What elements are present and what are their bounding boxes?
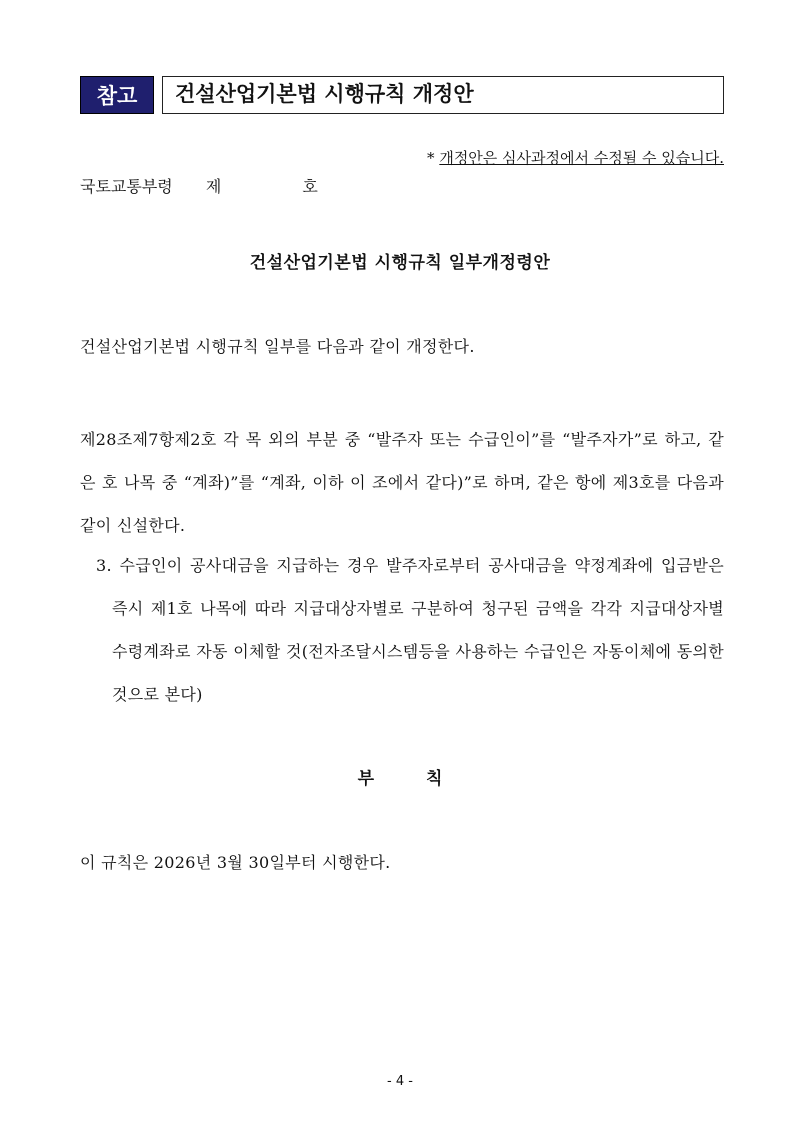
new-item-3 xyxy=(96,544,724,716)
ministry-name: 국토교통부령 xyxy=(80,177,173,196)
supplementary-heading xyxy=(0,764,800,789)
ordinance-number-suffix: 호 xyxy=(302,177,318,196)
document-heading: 건설산업기본법 시행규칙 개정안 xyxy=(162,76,724,114)
revision-notice xyxy=(427,147,724,168)
ordinance-number-prefix: 제 xyxy=(205,177,222,196)
supplementary-heading-left: 부 xyxy=(357,769,374,789)
new-item-text: 3. 수급인이 공사대금을 지급하는 경우 발주자로부터 공사대금을 약정계좌에 입금받은 즉시 제1호 나목에 따라 지급대상자별로 구분하여 청구된 금액을 각각 지급대상자별 수령계좌로 자동 이체할 것(전자조달시스템등을 사용하는 수급인은 자동이체에 동의한 것으로 본다) xyxy=(96,556,724,704)
page-number: - 4 - xyxy=(387,1074,413,1089)
ordinance-number-line xyxy=(80,174,318,197)
amendment-title: 건설산업기본법 시행규칙 일부개정령안 xyxy=(249,253,551,273)
amendment-paragraph: 제28조제7항제2호 각 목 외의 부분 중 “발주자 또는 수급인이”를 “발주자가”로 하고, 같은 호 나목 중 “계좌)”를 “계좌, 이하 이 조에서 같다)”로 하며, 같은 항에 제3호를 다음과 같이 신설한다. xyxy=(80,430,724,535)
supplementary-text: 이 규칙은 2026년 3월 30일부터 시행한다. xyxy=(80,853,391,872)
intro-sentence: 건설산업기본법 시행규칙 일부를 다음과 같이 개정한다. xyxy=(80,337,475,356)
notice-text: 개정안은 심사과정에서 수정될 수 있습니다. xyxy=(439,149,724,167)
header-row xyxy=(80,76,724,114)
supplementary-heading-right: 칙 xyxy=(426,769,443,789)
reference-tag: 참고 xyxy=(80,76,154,114)
notice-marker: * xyxy=(427,149,440,167)
